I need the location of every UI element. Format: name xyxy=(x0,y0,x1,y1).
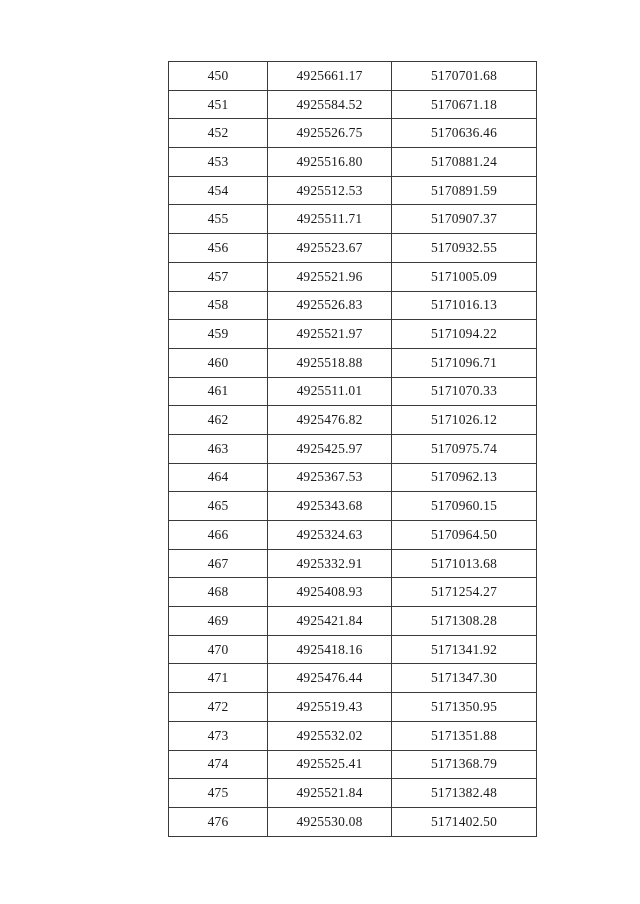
y-coordinate: 5170907.37 xyxy=(392,205,537,234)
y-coordinate: 5170881.24 xyxy=(392,148,537,177)
point-number: 468 xyxy=(169,578,268,607)
x-coordinate: 4925476.44 xyxy=(268,664,392,693)
y-coordinate: 5171026.12 xyxy=(392,406,537,435)
point-number: 471 xyxy=(169,664,268,693)
table-row xyxy=(169,377,537,406)
x-coordinate: 4925521.84 xyxy=(268,779,392,808)
table-row xyxy=(169,492,537,521)
x-coordinate: 4925511.01 xyxy=(268,377,392,406)
x-coordinate: 4925584.52 xyxy=(268,90,392,119)
table-row xyxy=(169,176,537,205)
x-coordinate: 4925661.17 xyxy=(268,62,392,91)
x-coordinate: 4925408.93 xyxy=(268,578,392,607)
y-coordinate: 5170975.74 xyxy=(392,434,537,463)
x-coordinate: 4925525.41 xyxy=(268,750,392,779)
point-number: 456 xyxy=(169,234,268,263)
point-number: 472 xyxy=(169,693,268,722)
table-row xyxy=(169,234,537,263)
point-number: 462 xyxy=(169,406,268,435)
y-coordinate: 5171308.28 xyxy=(392,607,537,636)
point-number: 463 xyxy=(169,434,268,463)
table-row xyxy=(169,750,537,779)
x-coordinate: 4925421.84 xyxy=(268,607,392,636)
x-coordinate: 4925521.96 xyxy=(268,262,392,291)
y-coordinate: 5171005.09 xyxy=(392,262,537,291)
point-number: 455 xyxy=(169,205,268,234)
x-coordinate: 4925523.67 xyxy=(268,234,392,263)
point-number: 460 xyxy=(169,348,268,377)
x-coordinate: 4925418.16 xyxy=(268,635,392,664)
y-coordinate: 5171013.68 xyxy=(392,549,537,578)
point-number: 469 xyxy=(169,607,268,636)
y-coordinate: 5170964.50 xyxy=(392,521,537,550)
x-coordinate: 4925332.91 xyxy=(268,549,392,578)
table-row xyxy=(169,549,537,578)
table-row xyxy=(169,406,537,435)
coordinate-table xyxy=(168,61,537,837)
x-coordinate: 4925532.02 xyxy=(268,721,392,750)
y-coordinate: 5170960.15 xyxy=(392,492,537,521)
point-number: 467 xyxy=(169,549,268,578)
point-number: 466 xyxy=(169,521,268,550)
x-coordinate: 4925476.82 xyxy=(268,406,392,435)
x-coordinate: 4925511.71 xyxy=(268,205,392,234)
point-number: 473 xyxy=(169,721,268,750)
y-coordinate: 5170962.13 xyxy=(392,463,537,492)
table-row xyxy=(169,90,537,119)
point-number: 451 xyxy=(169,90,268,119)
table-row xyxy=(169,664,537,693)
y-coordinate: 5171341.92 xyxy=(392,635,537,664)
table-row xyxy=(169,721,537,750)
point-number: 476 xyxy=(169,807,268,836)
x-coordinate: 4925521.97 xyxy=(268,320,392,349)
point-number: 453 xyxy=(169,148,268,177)
x-coordinate: 4925526.75 xyxy=(268,119,392,148)
table-row xyxy=(169,607,537,636)
y-coordinate: 5171350.95 xyxy=(392,693,537,722)
point-number: 461 xyxy=(169,377,268,406)
point-number: 470 xyxy=(169,635,268,664)
y-coordinate: 5171347.30 xyxy=(392,664,537,693)
y-coordinate: 5171070.33 xyxy=(392,377,537,406)
table-row xyxy=(169,148,537,177)
x-coordinate: 4925526.83 xyxy=(268,291,392,320)
x-coordinate: 4925516.80 xyxy=(268,148,392,177)
table-row xyxy=(169,779,537,808)
x-coordinate: 4925367.53 xyxy=(268,463,392,492)
point-number: 465 xyxy=(169,492,268,521)
table-row xyxy=(169,434,537,463)
x-coordinate: 4925530.08 xyxy=(268,807,392,836)
y-coordinate: 5170891.59 xyxy=(392,176,537,205)
y-coordinate: 5170671.18 xyxy=(392,90,537,119)
table-row xyxy=(169,635,537,664)
x-coordinate: 4925518.88 xyxy=(268,348,392,377)
point-number: 475 xyxy=(169,779,268,808)
x-coordinate: 4925519.43 xyxy=(268,693,392,722)
y-coordinate: 5170636.46 xyxy=(392,119,537,148)
y-coordinate: 5171254.27 xyxy=(392,578,537,607)
y-coordinate: 5170701.68 xyxy=(392,62,537,91)
table-row xyxy=(169,262,537,291)
table-row xyxy=(169,807,537,836)
point-number: 450 xyxy=(169,62,268,91)
point-number: 457 xyxy=(169,262,268,291)
table-row xyxy=(169,320,537,349)
y-coordinate: 5171368.79 xyxy=(392,750,537,779)
table-row xyxy=(169,521,537,550)
table-row xyxy=(169,348,537,377)
table-row xyxy=(169,291,537,320)
x-coordinate: 4925324.63 xyxy=(268,521,392,550)
table-row xyxy=(169,693,537,722)
x-coordinate: 4925512.53 xyxy=(268,176,392,205)
point-number: 474 xyxy=(169,750,268,779)
point-number: 458 xyxy=(169,291,268,320)
y-coordinate: 5171096.71 xyxy=(392,348,537,377)
y-coordinate: 5171016.13 xyxy=(392,291,537,320)
point-number: 454 xyxy=(169,176,268,205)
point-number: 459 xyxy=(169,320,268,349)
table-row xyxy=(169,205,537,234)
point-number: 464 xyxy=(169,463,268,492)
y-coordinate: 5171351.88 xyxy=(392,721,537,750)
coordinate-table-body xyxy=(169,62,537,837)
y-coordinate: 5171382.48 xyxy=(392,779,537,808)
x-coordinate: 4925343.68 xyxy=(268,492,392,521)
y-coordinate: 5171094.22 xyxy=(392,320,537,349)
table-row xyxy=(169,578,537,607)
y-coordinate: 5171402.50 xyxy=(392,807,537,836)
table-row xyxy=(169,62,537,91)
table-row xyxy=(169,119,537,148)
table-row xyxy=(169,463,537,492)
y-coordinate: 5170932.55 xyxy=(392,234,537,263)
x-coordinate: 4925425.97 xyxy=(268,434,392,463)
point-number: 452 xyxy=(169,119,268,148)
